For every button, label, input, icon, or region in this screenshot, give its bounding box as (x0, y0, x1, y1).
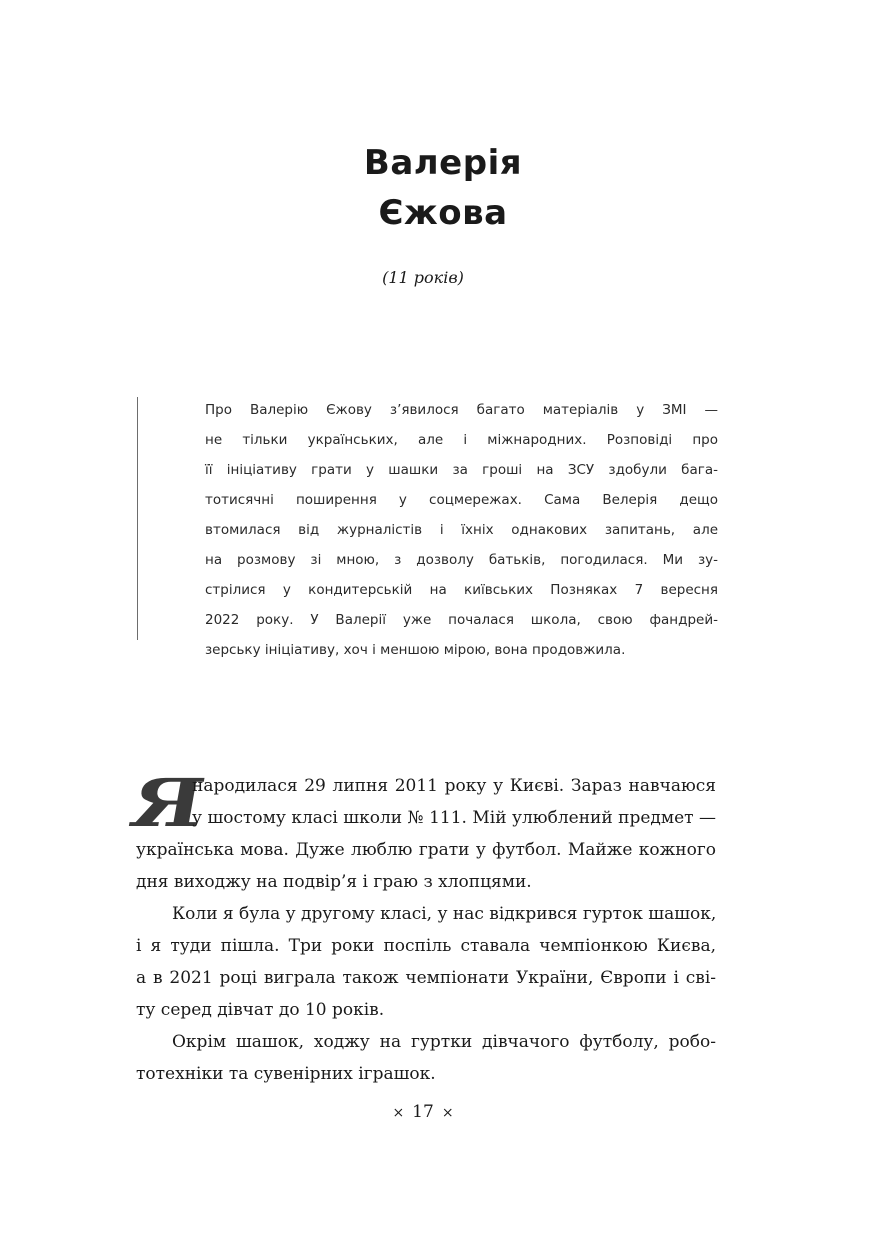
intro-line: тотисячні поширення у соцмережах. Сама Велерія дещо (205, 492, 718, 508)
intro-line: стрілися у кондитерській на київських Позняках 7 вересня (205, 582, 718, 598)
body-line: тотехніки та сувенірних іграшок. (136, 1064, 436, 1084)
age-subtitle: (11 років) (382, 268, 464, 287)
body-line: ту серед дівчат до 10 років. (136, 1000, 385, 1020)
intro-line: на розмову зі мною, з дозволу батьків, погодилася. Ми зу- (205, 552, 718, 568)
intro-vertical-rule (137, 397, 138, 640)
intro-line: її ініціативу грати у шашки за гроші на ЗСУ здобули бага- (205, 462, 718, 478)
chapter-title-line-2: Єжова (378, 193, 508, 233)
body-text (136, 770, 716, 1090)
intro-line: втомилася від журналістів і їхніх однакових запитань, але (205, 522, 718, 538)
body-line: у шостому класі школи № 111. Мій улюблений предмет — (192, 808, 716, 828)
intro-line: не тільки українських, але і міжнародних. Розповіді про (205, 432, 718, 448)
body-line: Окрім шашок, ходжу на гуртки дівчачого футболу, робо- (172, 1032, 716, 1052)
body-line: дня виходжу на подвір’я і граю з хлопцями. (136, 872, 532, 892)
body-line: і я туди пішла. Три роки поспіль ставала чемпіонкою Києва, (136, 936, 716, 956)
intro-line: зерську ініціативу, хоч і меншою мірою, вона продовжила. (205, 642, 626, 658)
intro-line: 2022 року. У Валерії уже почалася школа, свою фандрей- (205, 612, 718, 628)
footer-ornament-right: × (441, 1105, 454, 1121)
body-line: Коли я була у другому класі, у нас відкрився гурток шашок, (172, 904, 717, 924)
page-number: 17 (412, 1102, 434, 1122)
intro-paragraph (205, 395, 718, 665)
body-line: українська мова. Дуже люблю грати у футбол. Майже кожного (136, 840, 716, 860)
body-line: народилася 29 липня 2011 року у Києві. Зараз навчаюся (192, 776, 716, 796)
body-line: а в 2021 році виграла також чемпіонати України, Європи і сві- (136, 968, 716, 988)
chapter-title-line-1: Валерія (363, 143, 523, 183)
drop-cap: Я (124, 764, 211, 842)
footer-ornament-left: × (392, 1105, 405, 1121)
chapter-title (0, 138, 886, 238)
intro-line: Про Валерію Єжову з’явилося багато матеріалів у ЗМІ — (205, 402, 718, 418)
page-footer (0, 1098, 846, 1127)
